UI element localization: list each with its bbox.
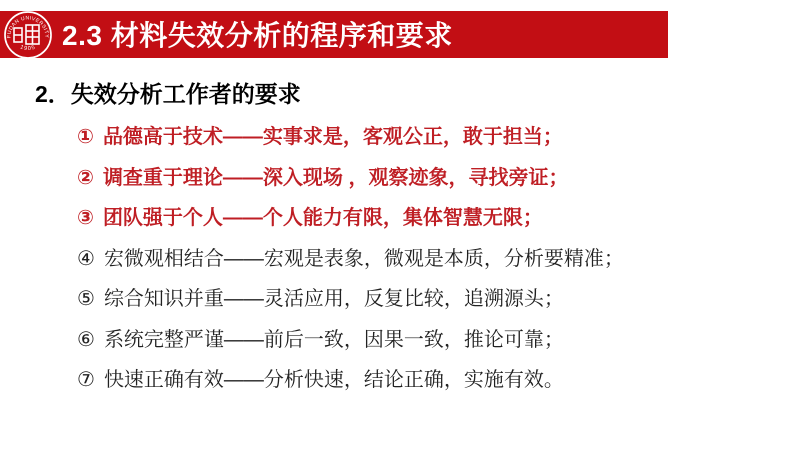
- item-text: 系统完整严谨——前后一致，因果一致，推论可靠；: [103, 328, 564, 351]
- item-number: ⑥: [77, 328, 95, 351]
- list-item: [77, 117, 624, 158]
- slide-header-bar: [0, 11, 668, 58]
- item-text: 快速正确有效——分析快速，结论正确，实施有效。: [103, 369, 564, 391]
- item-text: 宏微观相结合——宏观是表象，微观是本质，分析要精准；: [103, 247, 624, 270]
- list-item: [77, 320, 624, 361]
- svg-text:FUDAN UNIVERSITY: FUDAN UNIVERSITY: [6, 14, 50, 38]
- list-item: [77, 239, 624, 280]
- item-number: ①: [77, 126, 94, 148]
- list-item: [77, 198, 624, 239]
- list-item: [77, 360, 624, 401]
- item-number: ④: [77, 247, 95, 270]
- item-number: ③: [77, 207, 94, 229]
- item-number: ⑤: [77, 288, 95, 310]
- item-text: 调查重于理论——深入现场 ，观察迹象，寻找旁证；: [102, 166, 569, 189]
- item-text: 团队强于个人——个人能力有限，集体智慧无限；: [102, 207, 543, 229]
- fudan-university-seal-icon: [3, 10, 53, 60]
- item-text: 品德高于技术——实事求是，客观公正，敢于担当；: [102, 126, 563, 148]
- item-text: 综合知识并重——灵活应用，反复比较，追溯源头；: [103, 288, 564, 310]
- item-number: ⑦: [77, 369, 95, 391]
- item-number: ②: [77, 166, 94, 189]
- requirements-list: [77, 117, 624, 401]
- svg-text:1905: 1905: [19, 43, 37, 52]
- slide-title: 2.3 材料失效分析的程序和要求: [62, 19, 453, 51]
- list-item: [77, 158, 624, 199]
- section-heading: 2．失效分析工作者的要求: [35, 81, 301, 107]
- list-item: [77, 279, 624, 320]
